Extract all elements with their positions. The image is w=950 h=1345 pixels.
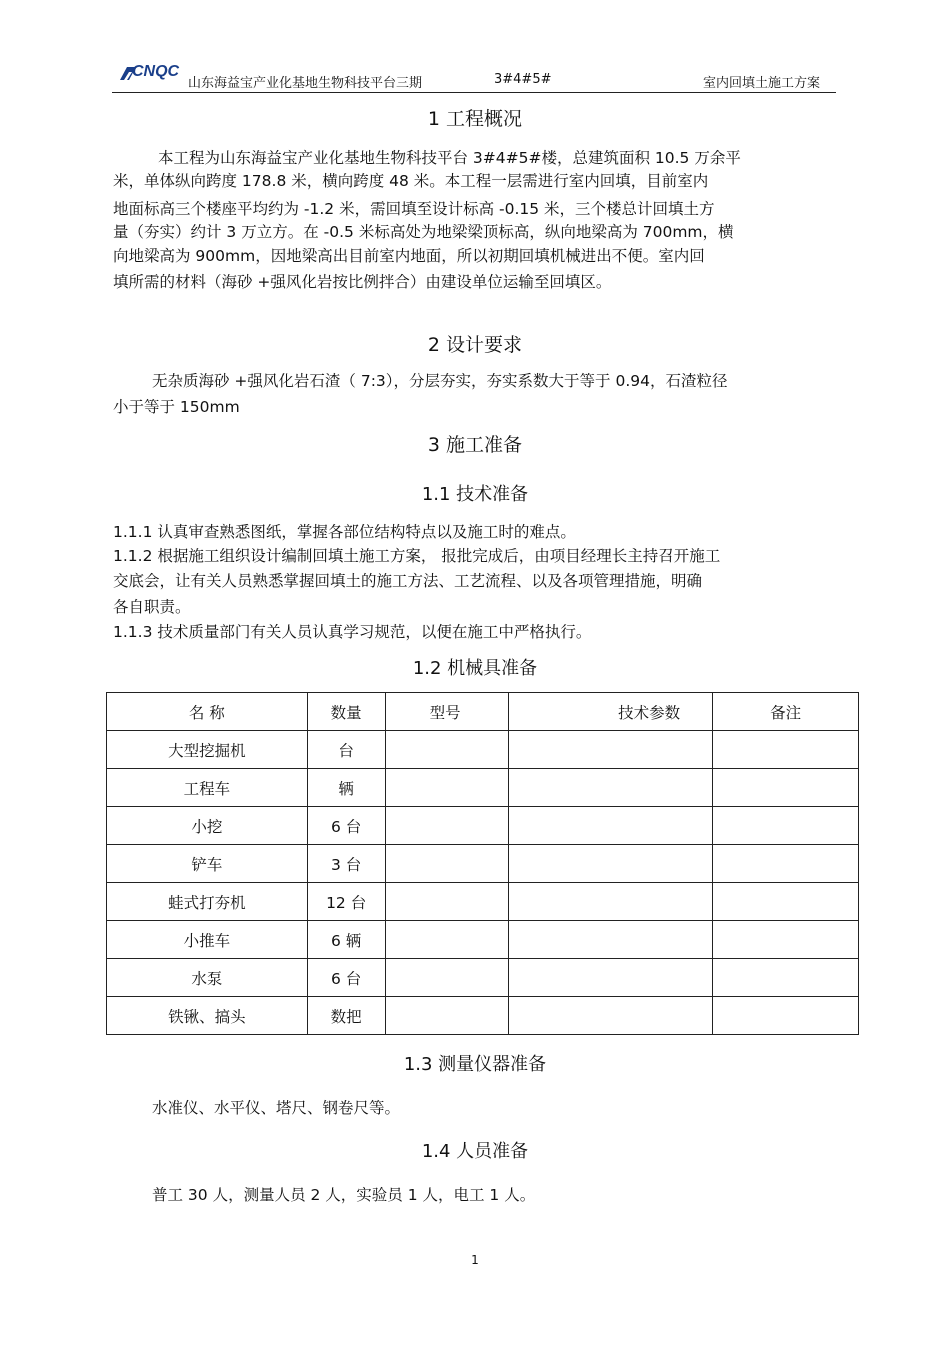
- cell-params: [509, 921, 713, 959]
- tech-prep-title: 1.1 技术准备: [421, 484, 529, 505]
- cell-remarks: [713, 997, 859, 1035]
- table-row: [107, 731, 859, 769]
- cell-name: 工程车: [107, 769, 308, 807]
- cell-model: [385, 807, 509, 845]
- cell-params: [509, 883, 713, 921]
- cell-name: 小挖: [107, 807, 308, 845]
- cell-model: [385, 883, 509, 921]
- tech-prep-line: 1.1.1 认真审查熟悉图纸，掌握各部位结构特点以及施工时的难点。: [113, 523, 576, 541]
- cell-params: [509, 845, 713, 883]
- cell-qty: 台: [307, 731, 385, 769]
- cell-remarks: [713, 807, 859, 845]
- cell-qty: 6 台: [307, 807, 385, 845]
- header-project-name: 山东海益宝产业化基地生物科技平台三期: [188, 76, 423, 91]
- header-doc-title: 室内回填土施工方案: [702, 76, 820, 91]
- table-row: [107, 807, 859, 845]
- tech-prep-line: 1.1.2 根据施工组织设计编制回填土施工方案， 报批完成后，由项目经理长主持召开施工: [113, 547, 721, 565]
- section2-line: 小于等于 150mm: [113, 398, 240, 416]
- column-header-params: 技术参数: [509, 693, 713, 731]
- section1-line: 本工程为山东海益宝产业化基地生物科技平台 3#4#5#楼，总建筑面积 10.5 万余平: [158, 149, 741, 167]
- section2-line: 无杂质海砂 +强风化岩石渣（ 7:3），分层夯实，夯实系数大于等于 0.94，石渣粒径: [152, 372, 728, 390]
- header-buildings: 3#4#5#: [494, 72, 552, 87]
- cell-model: [385, 845, 509, 883]
- cell-params: [509, 807, 713, 845]
- section1-line: 填所需的材料（海砂 +强风化岩按比例拌合）由建设单位运输至回填区。: [113, 273, 612, 291]
- column-header-qty: 数量: [307, 693, 385, 731]
- page-header: [112, 62, 836, 93]
- machinery-table: [106, 692, 859, 1035]
- section3-title: 3 施工准备: [427, 434, 523, 456]
- cell-remarks: [713, 845, 859, 883]
- table-row: [107, 959, 859, 997]
- tech-prep-line: 交底会，让有关人员熟悉掌握回填土的施工方法、工艺流程、以及各项管理措施，明确: [113, 572, 703, 590]
- tech-prep-line: 各自职责。: [113, 598, 191, 616]
- page-number: 1: [471, 1253, 479, 1267]
- machinery-title: 1.2 机械具准备: [412, 658, 538, 679]
- section1-title: 1 工程概况: [427, 108, 523, 130]
- cell-model: [385, 769, 509, 807]
- cell-params: [509, 731, 713, 769]
- table-row: [107, 845, 859, 883]
- survey-text: 水准仪、水平仪、塔尺、钢卷尺等。: [152, 1099, 401, 1117]
- section1-line: 向地梁高为 900mm，因地梁高出目前室内地面，所以初期回填机械进出不便。室内回: [113, 247, 705, 265]
- section2-title: 2 设计要求: [427, 334, 523, 356]
- table-row: [107, 883, 859, 921]
- cell-qty: 6 辆: [307, 921, 385, 959]
- cell-params: [509, 959, 713, 997]
- cell-remarks: [713, 921, 859, 959]
- column-header-model: 型号: [385, 693, 509, 731]
- cell-remarks: [713, 769, 859, 807]
- cell-remarks: [713, 959, 859, 997]
- section1-line: 米，单体纵向跨度 178.8 米，横向跨度 48 米。本工程一层需进行室内回填，目前室内: [113, 172, 709, 190]
- cell-model: [385, 959, 509, 997]
- cell-name: 蛙式打夯机: [107, 883, 308, 921]
- cell-name: 小推车: [107, 921, 308, 959]
- cell-qty: 辆: [307, 769, 385, 807]
- table-header-row: [107, 693, 859, 731]
- cell-qty: 数把: [307, 997, 385, 1035]
- cell-name: 水泵: [107, 959, 308, 997]
- staff-title: 1.4 人员准备: [421, 1141, 529, 1162]
- section1-line: 地面标高三个楼座平均约为 -1.2 米，需回填至设计标高 -0.15 米，三个楼总计回填土方: [113, 200, 715, 218]
- cell-name: 大型挖掘机: [107, 731, 308, 769]
- table-row: [107, 997, 859, 1035]
- section1-line: 量（夯实）约计 3 万立方。在 -0.5 米标高处为地梁梁顶标高，纵向地梁高为 700mm，横: [113, 223, 734, 241]
- table-row: [107, 921, 859, 959]
- company-logo: [118, 63, 180, 83]
- cell-model: [385, 731, 509, 769]
- survey-title: 1.3 测量仪器准备: [403, 1054, 547, 1075]
- cell-name: 铁锹、搞头: [107, 997, 308, 1035]
- cell-model: [385, 997, 509, 1035]
- column-header-remarks: 备注: [713, 693, 859, 731]
- logo-text: CNQC: [132, 63, 180, 80]
- tech-prep-line: 1.1.3 技术质量部门有关人员认真学习规范，以便在施工中严格执行。: [113, 623, 592, 641]
- cell-params: [509, 997, 713, 1035]
- cell-model: [385, 921, 509, 959]
- cell-params: [509, 769, 713, 807]
- cell-name: 铲车: [107, 845, 308, 883]
- cell-remarks: [713, 731, 859, 769]
- staff-text: 普工 30 人，测量人员 2 人，实验员 1 人，电工 1 人。: [152, 1186, 536, 1204]
- cell-qty: 3 台: [307, 845, 385, 883]
- column-header-name: 名 称: [107, 693, 308, 731]
- cell-qty: 6 台: [307, 959, 385, 997]
- table-row: [107, 769, 859, 807]
- cell-remarks: [713, 883, 859, 921]
- cell-qty: 12 台: [307, 883, 385, 921]
